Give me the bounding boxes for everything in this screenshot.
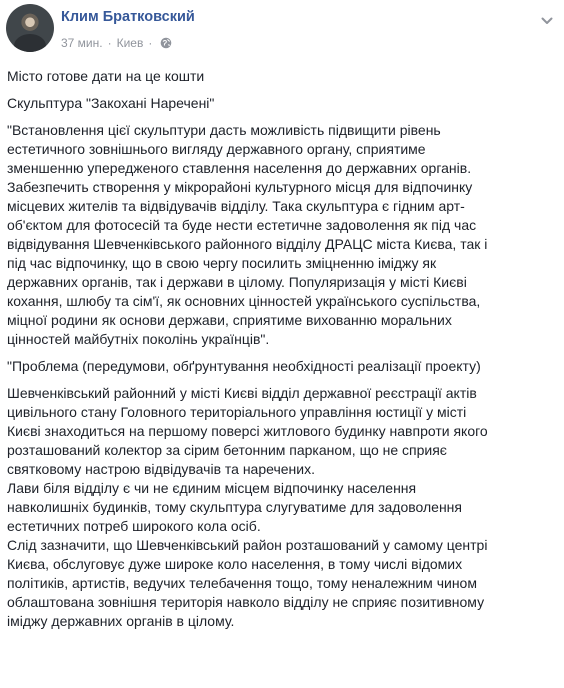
author-name-link[interactable]: Клим Братковский bbox=[61, 9, 195, 25]
post-meta bbox=[61, 36, 172, 50]
text-line: відвідування Шевченківського районного відділу ДРАЦС міста Києва, так і bbox=[7, 236, 488, 252]
text-line: Слід зазначити, що Шевченківський район розташований у самому центрі bbox=[7, 537, 488, 553]
text-line: міцної родини як основи держави, сприятиме вихованню моральних bbox=[7, 312, 452, 328]
meta-separator-2: · bbox=[148, 36, 153, 50]
text-line: цивільного стану Головного територіального управління юстиції у місті bbox=[7, 404, 467, 420]
text-line: естетичного зовнішнього вигляду державного органу, сприятиме bbox=[7, 141, 426, 157]
text-line: цінностей майбутніх поколінь українців". bbox=[7, 331, 270, 347]
text-line: Місто готове дати на це кошти bbox=[7, 68, 205, 84]
text-line: Шевченківський районний у місті Києві відділ державної реєстрації актів bbox=[7, 385, 477, 401]
text-line: кохання, шлюбу та сім'ї, як основних цінностей українського суспільства, bbox=[7, 293, 481, 309]
text-line: святковому настрою відвідувачів та наречених. bbox=[7, 461, 315, 477]
post-paragraph bbox=[7, 121, 559, 349]
post-location-link[interactable]: Киев bbox=[116, 36, 144, 50]
text-line: "Проблема (передумови, обґрунтування необхідності реалізації проекту) bbox=[7, 358, 481, 374]
text-line: місцевих жителів та відвідувачів відділу. Така скульптура є гідним арт- bbox=[7, 198, 465, 214]
post-header bbox=[0, 0, 564, 62]
paragraph-gap bbox=[7, 86, 559, 94]
text-line: Лави біля відділу є чи не єдиним місцем відпочинку населення bbox=[7, 480, 417, 496]
text-line: державних органів, так і держави в цілому. Популяризація у місті Києві bbox=[7, 274, 467, 290]
post-paragraph bbox=[7, 67, 559, 86]
post-timestamp-link[interactable]: 37 мин. bbox=[61, 36, 103, 50]
text-line: облаштована зовнішня територія навколо відділу не сприяє позитивному bbox=[7, 594, 485, 610]
globe-icon[interactable] bbox=[160, 37, 172, 49]
post-paragraph bbox=[7, 384, 559, 631]
text-line: "Встановлення цієї скульптури дасть можливість підвищити рівень bbox=[7, 122, 441, 138]
paragraph-gap bbox=[7, 376, 559, 384]
text-line: навколишніх будинків, тому скульптура слугуватиме для задоволення bbox=[7, 499, 462, 515]
text-line: іміджу державних органів в цілому. bbox=[7, 613, 235, 629]
avatar[interactable] bbox=[6, 4, 54, 52]
text-line: зменшенню упередженого ставлення населення до державних органів. bbox=[7, 160, 472, 176]
text-line: Києві знаходиться на першому поверсі житлового будинку навпроти якого bbox=[7, 423, 488, 439]
text-line: об'єктом для фотосесій та буде нести естетичне задоволення як під час bbox=[7, 217, 477, 233]
text-line: Києва, обслуговує дуже широке коло населення, в тому числі відомих bbox=[7, 556, 463, 572]
text-line: під час відпочинку, що в свою чергу посилить зміцненню іміджу як bbox=[7, 255, 437, 271]
paragraph-gap bbox=[7, 113, 559, 121]
text-line: Забезпечить створення у мікрорайоні культурного місця для відпочинку bbox=[7, 179, 473, 195]
post-body bbox=[7, 67, 559, 631]
meta-separator: · bbox=[107, 36, 112, 50]
text-line: політиків, артистів, ведучих телебачення тощо, тому неналежним чином bbox=[7, 575, 477, 591]
chevron-down-icon[interactable] bbox=[540, 14, 554, 28]
text-line: естетичних потреб широкого кола осіб. bbox=[7, 518, 261, 534]
text-line: Скульптура "Закохані Наречені" bbox=[7, 95, 215, 111]
paragraph-gap bbox=[7, 349, 559, 357]
post-paragraph bbox=[7, 357, 559, 376]
text-line: розташований колектор за сірим бетонним парканом, що не сприяє bbox=[7, 442, 447, 458]
post-paragraph bbox=[7, 94, 559, 113]
